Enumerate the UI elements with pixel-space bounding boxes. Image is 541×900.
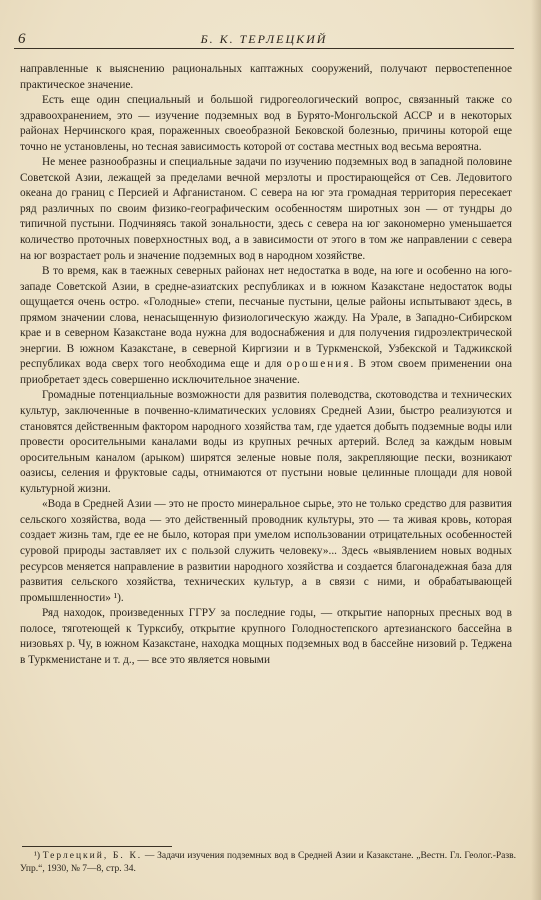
paragraph-quotation: «Вода в Средней Азии — это не просто минеральное сырье, это не только средство для развития сельского хозяйства, вода — это действенный проводник культуры, это — та живая кровь, которая создает жизнь там, где ее не было, которая при умелом использовании отрицательных особенностей суровой природы заставляет их с пользой служить человеку»... Здесь «выявлением новых водных ресурсов меняется направление в развитии народного хозяйства и создается благонадежная база для развития сельского хозяйства, технических культур, а в связи с ними, и обрабатывающей промышленности» ¹). (20, 498, 512, 604)
paragraph-water-shortage (20, 264, 512, 388)
running-head: Б. К. ТЕРЛЕЦКИЙ (200, 32, 328, 46)
body-text (20, 62, 512, 668)
paragraph-water-shortage-start: В то время, как в таежных северных районах нет недостатка в воде, на юге и особенно на юго-западе Советской Азии, в средне-азиатских республиках и в южном Казакстане недостаток воды ощущается очень остро. «Голодные» степи, песчаные пустыни, целые районы испытывают здесь, в прямом значении слова, ненасыщенную физиологическую жажду. На Урале, в Западно-Сибирском крае и в северном Казакстане вода нужна для водоснабжения и для получения гидроэлектрической энергии. В южном Казакстане, в северной Киргизии и в Туркменской, Узбекской и Таджикской республиках вода сверх того необходима еще и для (20, 265, 512, 371)
paragraph-buryat-waters: Есть еще один специальный и большой гидрогеологический вопрос, связанный также со здравоохранением, это — изучение подземных вод в Бурято-Монгольской АССР и в некоторых районах Нерчинского края, пораженных своеобразной Бековской болезнью, причины которой еще точно не установлены, но тесная зависимость которой от состава местных вод весьма вероятна. (20, 94, 512, 153)
paragraph-western-asia-tasks: Не менее разнообразны и специальные задачи по изучению подземных вод в западной половине Советской Азии, лежащей за пределами вечной мерзлоты и простирающейся от Сев. Ледовитого океана до границ с Персией и Афганистаном. С севера на юг эта громадная территория пересекает ряд различных по своим физико-географическим особенностям широтных зон — от тундры до типичной пустыни. Подчиняясь такой зональности, здесь с севера на юг закономерно уменьшается количество проточных поверхностных вод, а в зависимости от этого в том же направлении с севера на юг возрастает роль и значение подземных вод в народном хозяйстве. (20, 156, 512, 262)
paragraph-findings: Ряд находок, произведенных ГГРУ за последние годы, — открытие напорных пресных вод в полосе, тяготеющей к Турксибу, открытие крупного Голодностепского артезианского бассейна в низовьях р. Чу, в южном Казакстане, находка мощных подземных вод в бассейне низовий р. Теджена в Туркменистане и т. д., — все это является новыми (20, 607, 512, 666)
header-rule (14, 48, 514, 49)
footnote-marker: ¹) (34, 851, 41, 861)
page-number: 6 (18, 31, 26, 47)
paragraph-irrigation-potential: Громадные потенциальные возможности для развития полеводства, скотоводства и технических культур, заключенные в почвенно-климатических условиях Средней Азии, быстро реализуются и становятся действенным фактором народного хозяйства там, где удается добыть подземные воды или провести оросительными каналами воды из крупных речных артерий. Вслед за каждым новым оросительным каналом (арыком) ширятся зеленые новые поля, закрепляющие пески, возникают оазисы, селения и фруктовые сады, отнимаются от пустыни новые целинные площади для новой культурной жизни. (20, 389, 512, 495)
page-edge-shadow (531, 0, 541, 900)
paragraph-water-shortage-end: . В этом своем применении она приобретает здесь совершенно исключительное значение. (20, 358, 512, 386)
footnote (20, 850, 516, 876)
footnote-rule (22, 846, 172, 847)
paragraph-continuation: направленные к выяснению рациональных каптажных сооружений, получают первостепенное практическое значение. (20, 63, 512, 91)
emphasis-irrigation: орошения (286, 358, 351, 371)
footnote-author: Терлецкий, Б. К. (42, 851, 143, 861)
footnote-text: — Задачи изучения подземных вод в Средней Азии и Казакстане. „Вестн. Гл. Геолог.-Разв. Упр.“, 1930, № 7—8, стр. 34. (20, 851, 516, 874)
page-header (14, 28, 514, 50)
